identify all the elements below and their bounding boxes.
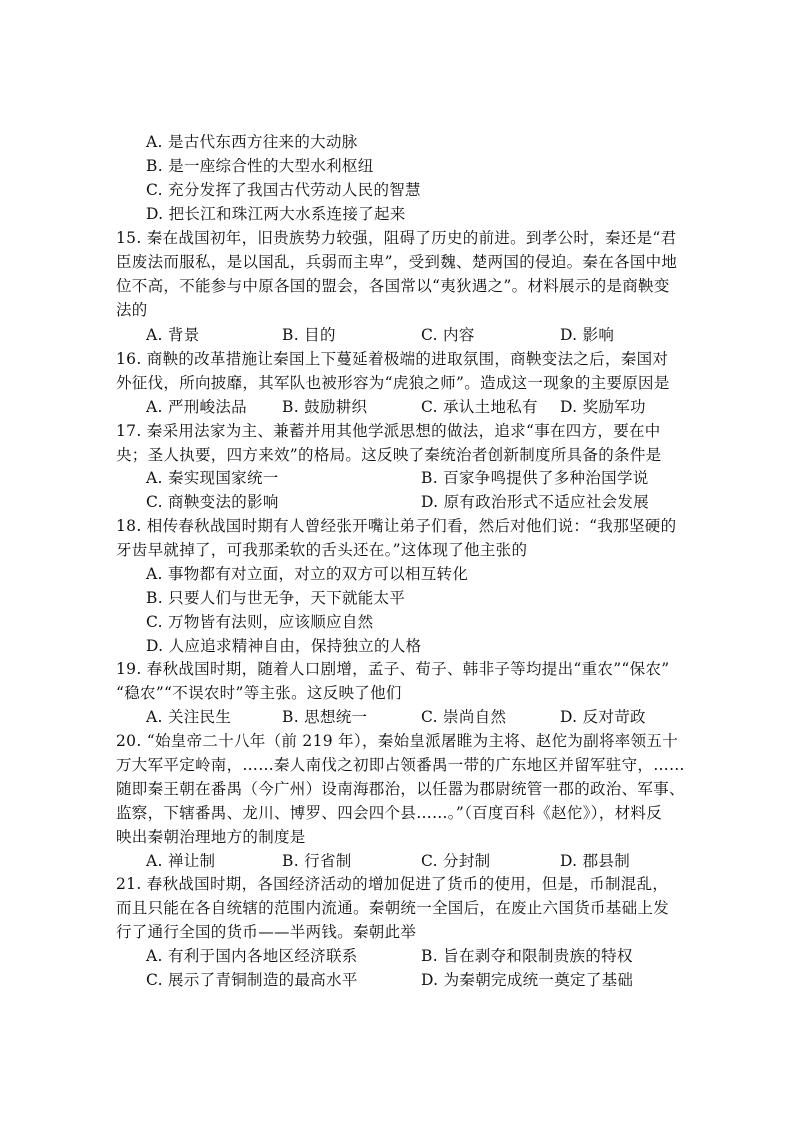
q15-option-d: D. 影响 (560, 326, 615, 344)
q14-option-d: D. 把长江和珠江两大水系连接了起来 (146, 205, 406, 223)
q16-stem-line: 16. 商鞅的改革措施让秦国上下蔓延着极端的进取氛围，商鞅变法之后，秦国对 (116, 350, 669, 368)
q20-stem-line: 万大军平定岭南，……秦人南伐之初即占领番禺一带的广东地区并留军驻守，…… (116, 756, 685, 774)
q17-option-c: C. 商鞅变法的影响 (146, 493, 279, 511)
q16-option-a: A. 严刑峻法品 (146, 398, 247, 416)
q17-stem-line: 17. 秦采用法家为主、兼蓄并用其他学派思想的做法，追求“事在四方，要在中 (116, 422, 661, 440)
q21-option-b: B. 旨在剥夺和限制贵族的特权 (421, 947, 633, 965)
q21-stem-line: 而且只能在各自统辖的范围内流通。秦朝统一全国后，在废止六国货币基础上发 (116, 899, 670, 917)
q15-option-c: C. 内容 (421, 326, 475, 344)
q17-option-b: B. 百家争鸣提供了多种治国学说 (421, 469, 649, 487)
q20-option-d: D. 郡县制 (560, 852, 631, 870)
q19-option-b: B. 思想统一 (282, 708, 368, 726)
q20-option-c: C. 分封制 (421, 852, 491, 870)
q14-option-c: C. 充分发挥了我国古代劳动人民的智慧 (146, 181, 421, 199)
q21-option-a: A. 有利于国内各地区经济联系 (146, 947, 358, 965)
q17-option-a: A. 秦实现国家统一 (146, 469, 279, 487)
q15-stem-line: 臣废法而服私，是以国乱，兵弱而主卑”，受到魏、楚两国的侵迫。秦在各国中地 (116, 253, 678, 271)
q20-stem-line: 映出秦朝治理地方的制度是 (116, 828, 306, 846)
q16-option-c: C. 承认土地私有 (421, 398, 538, 416)
q18-stem-line: 牙齿早就掉了，可我那柔软的舌头还在。”这体现了他主张的 (116, 541, 528, 559)
q18-stem-line: 18. 相传春秋战国时期有人曾经张开嘴让弟子们看，然后对他们说：“我那坚硬的 (116, 517, 677, 535)
q19-option-c: C. 崇尚自然 (421, 708, 507, 726)
q19-stem-line: 19. 春秋战国时期，随着人口剧增，孟子、荀子、韩非子等均提出“重农”“保农” (116, 660, 670, 678)
q15-stem-line: 法的 (116, 301, 148, 319)
q15-stem-line: 位不高，不能参与中原各国的盟会，各国常以“夷狄遇之”。材料展示的是商鞅变 (116, 277, 670, 295)
q16-option-d: D. 奖励军功 (560, 398, 646, 416)
q14-option-a: A. 是古代东西方往来的大动脉 (146, 133, 358, 151)
q20-option-b: B. 行省制 (282, 852, 352, 870)
q19-stem-line: “稳农”“不误农时”等主张。这反映了他们 (116, 684, 402, 702)
q18-option-c: C. 万物皆有法则，应该顺应自然 (146, 613, 374, 631)
q14-option-b: B. 是一座综合性的大型水利枢纽 (146, 157, 374, 175)
q21-option-c: C. 展示了青铜制造的最高水平 (146, 971, 358, 989)
q21-stem-line: 21. 春秋战国时期，各国经济活动的增加促进了货币的使用，但是，币制混乱， (116, 875, 669, 893)
q15-option-b: B. 目的 (282, 326, 336, 344)
q15-option-a: A. 背景 (146, 326, 200, 344)
q18-option-d: D. 人应追求精神自由，保持独立的人格 (146, 637, 422, 655)
q18-option-a: A. 事物都有对立面，对立的双方可以相互转化 (146, 565, 469, 583)
q21-option-d: D. 为秦朝完成统一奠定了基础 (421, 971, 634, 989)
q21-stem-line: 行了通行全国的货币——半两钱。秦朝此举 (116, 923, 417, 941)
q16-option-b: B. 鼓励耕织 (282, 398, 368, 416)
q17-stem-line: 央；圣人执要，四方来效”的格局。这反映了秦统治者创新制度所具备的条件是 (116, 446, 662, 464)
q20-stem-line: 20. “始皇帝二十八年（前 219 年），秦始皇派屠睢为主将、赵佗为副将率领五十 (116, 732, 678, 750)
q15-stem-line: 15. 秦在战国初年，旧贵族势力较强，阻碍了历史的前进。到孝公时，秦还是“君 (116, 229, 677, 247)
q20-stem-line: 监察，下辖番禺、龙川、博罗、四会四个县……。”（百度百科《赵佗》），材料反 (116, 804, 663, 822)
q20-stem-line: 随即秦王朝在番禺（今广州）设南海郡治，以任嚣为郡尉统管一郡的政治、军事、 (116, 780, 685, 798)
q19-option-d: D. 反对苛政 (560, 708, 646, 726)
q16-stem-line: 外征伐，所向披靡，其军队也被形容为“虎狼之师”。造成这一现象的主要原因是 (116, 374, 670, 392)
q19-option-a: A. 关注民生 (146, 708, 232, 726)
q20-option-a: A. 禅让制 (146, 852, 216, 870)
q17-option-d: D. 原有政治形式不适应社会发展 (421, 493, 650, 511)
q18-option-b: B. 只要人们与世无争，天下就能太平 (146, 589, 406, 607)
